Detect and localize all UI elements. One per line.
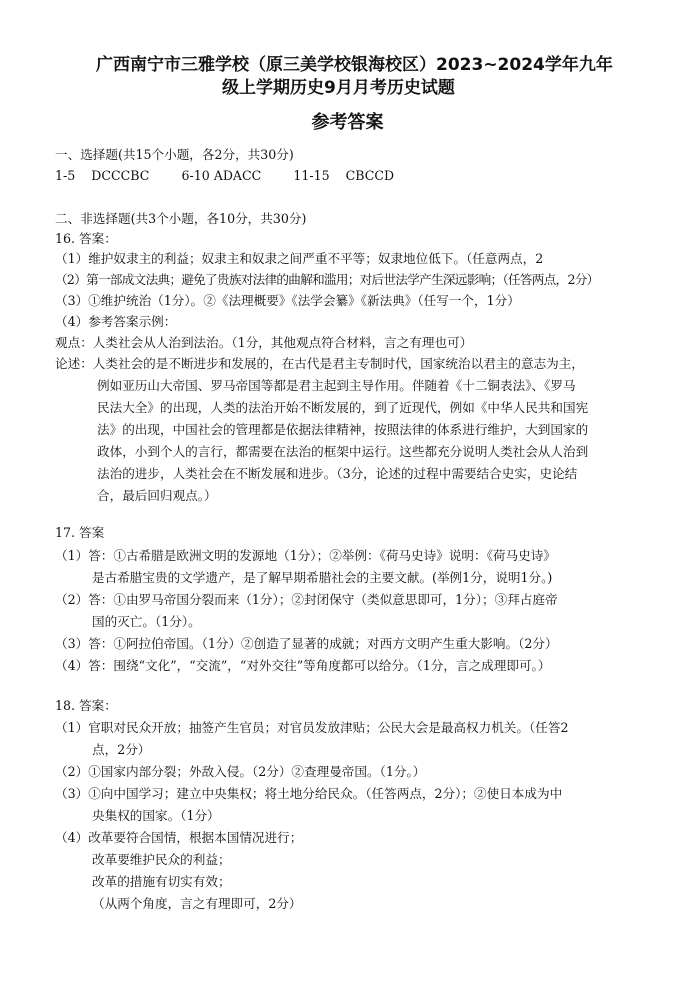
answer-heading: 参考答案 xyxy=(311,112,384,133)
q17-line: （4）答：围绕“文化”，“交流”，“对外交往”等角度都可以给分。（1分，言之成理即可。） xyxy=(55,658,551,673)
q16-line: 政体，小到个人的言行，都需要在法治的框架中运行。这些都充分说明人类社会从人治到 xyxy=(97,444,589,459)
q17-line: （1）答：①古希腊是欧洲文明的发源地（1分）；②举例：《荷马史诗》说明：《荷马史诗》 xyxy=(55,548,556,563)
q16-line: 法》的出现，中国社会的管理都是依据法律精神，按照法律的体系进行维护，大到国家的 xyxy=(97,422,589,437)
q17-line: 国的灭亡。（1分）。 xyxy=(92,614,201,629)
multiple-choice-answers: 1-5 DCCCBC 6-10 ADACC 11-15 CBCCD xyxy=(55,168,395,183)
q16-line: 法治的进步，人类社会在不断发展和进步。（3分，论述的过程中需要结合史实，史论结 xyxy=(97,466,578,481)
section2-header: 二、非选择题(共3个小题，各10分，共30分) xyxy=(55,211,307,226)
q16-line: （2）第一部成文法典；避免了贵族对法律的曲解和滥用；对后世法学产生深远影响；（任答两点，2分） xyxy=(55,272,599,287)
q16-line: 例如亚历山大帝国、罗马帝国等都是君主起到主导作用。伴随着《十二铜表法》、《罗马 xyxy=(97,378,576,393)
q17-line: 是古希腊宝贵的文学遗产，是了解早期希腊社会的主要文献。(举例1分，说明1分。) xyxy=(92,570,553,585)
section1-header: 一、选择题(共15个小题，各2分，共30分) xyxy=(55,147,294,162)
q18-line: 央集权的国家。（1分） xyxy=(92,808,220,823)
q18-line: （1）官职对民众开放；抽签产生官员；对官员发放津贴；公民大会是最高权力机关。（任答2 xyxy=(55,720,569,735)
q16-line: （3）①维护统治（1分）。②《法理概要》《法学会纂》《新法典》（任写一个，1分） xyxy=(55,293,520,308)
q17-line: （3）答：①阿拉伯帝国。（1分）②创造了显著的成就；对西方文明产生重大影响。（2分） xyxy=(55,636,558,651)
q18-line: （2）①国家内部分裂；外敌入侵。（2分）②查理曼帝国。（1分。） xyxy=(55,764,426,779)
document-title-line2: 级上学期历史9月月考历史试题 xyxy=(222,78,455,98)
q16-line: 观点：人类社会从人治到法治。（1分，其他观点符合材料，言之有理也可） xyxy=(55,335,473,350)
q18-line: 改革要维护民众的利益； xyxy=(92,852,231,867)
q18-label: 18. 答案： xyxy=(55,698,117,713)
q17-label: 17. 答案 xyxy=(55,525,105,540)
q16-label: 16. 答案： xyxy=(55,231,117,246)
q16-line: （1）维护奴隶主的利益；奴隶主和奴隶之间严重不平等；奴隶地位低下。（任意两点，2 xyxy=(55,251,544,266)
q18-line: （4）改革要符合国情，根据本国情况进行； xyxy=(55,830,303,845)
q18-line: 改革的措施有切实有效； xyxy=(92,874,231,889)
q18-line: 点，2分） xyxy=(92,742,151,757)
q17-line: （2）答：①由罗马帝国分裂而来（1分）；②封闭保守（类似意思即可，1分）；③拜占庭帝 xyxy=(55,592,558,607)
q18-line: （从两个角度，言之有理即可，2分） xyxy=(92,896,302,911)
q16-line: 民法大全》的出现，人类的法治开始不断发展的，到了近现代，例如《中华人民共和国宪 xyxy=(97,400,589,415)
document-title-line1: 广西南宁市三雅学校（原三美学校银海校区）2023~2024学年九年 xyxy=(96,55,613,75)
q18-line: （3）①向中国学习；建立中央集权；将土地分给民众。（任答两点，2分）；②使日本成为中 xyxy=(55,786,563,801)
q16-line: （4）参考答案示例： xyxy=(55,314,177,329)
q16-line: 合，最后回归观点。） xyxy=(97,488,217,503)
q16-line: 论述：人类社会的是不断进步和发展的，在古代是君主专制时代，国家统治以君主的意志为主， xyxy=(55,356,584,371)
